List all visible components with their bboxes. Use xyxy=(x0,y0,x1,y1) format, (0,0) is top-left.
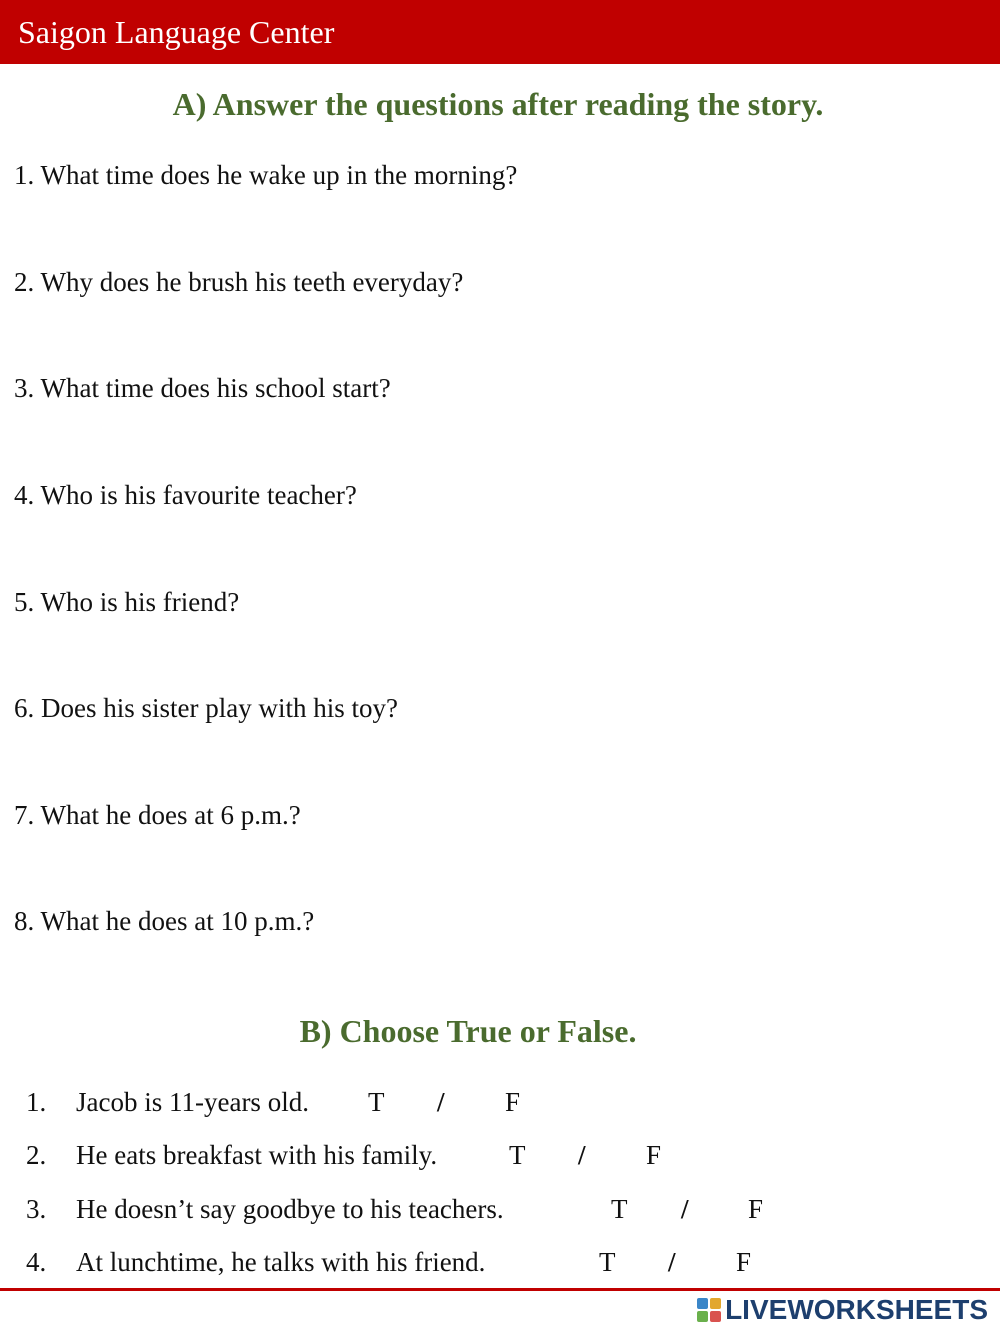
tf-item-number: 1. xyxy=(26,1087,47,1117)
brand-wordmark: LIVEWORKSHEETS xyxy=(725,1294,988,1325)
question-3: 3. What time does his school start? xyxy=(14,373,391,403)
header-bar xyxy=(0,0,1000,64)
liveworksheets-logo-icon xyxy=(697,1298,721,1322)
header-title: Saigon Language Center xyxy=(18,14,335,50)
option-separator: / xyxy=(437,1087,445,1117)
footer-divider xyxy=(0,1288,1000,1291)
question-6: 6. Does his sister play with his toy? xyxy=(14,693,398,723)
tf-item-statement: He eats breakfast with his family. xyxy=(76,1140,438,1170)
false-option[interactable]: F xyxy=(748,1194,764,1224)
question-1: 1. What time does he wake up in the morning? xyxy=(14,160,518,190)
question-5: 5. Who is his friend? xyxy=(14,587,240,617)
question-7: 7. What he does at 6 p.m.? xyxy=(14,800,301,830)
true-option[interactable]: T xyxy=(599,1247,616,1277)
tf-item-number: 4. xyxy=(26,1247,47,1277)
tf-item-statement: He doesn’t say goodbye to his teachers. xyxy=(76,1194,504,1224)
false-option[interactable]: F xyxy=(736,1247,752,1277)
option-separator: / xyxy=(668,1247,676,1277)
true-option[interactable]: T xyxy=(611,1194,628,1224)
liveworksheets-brand xyxy=(697,1293,988,1327)
false-option[interactable]: F xyxy=(505,1087,521,1117)
tf-item-number: 3. xyxy=(26,1194,47,1224)
question-2: 2. Why does he brush his teeth everyday? xyxy=(14,267,464,297)
tf-item-statement: Jacob is 11-years old. xyxy=(76,1087,309,1117)
section-a-heading: A) Answer the questions after reading the story. xyxy=(172,86,824,122)
false-option[interactable]: F xyxy=(646,1140,662,1170)
true-option[interactable]: T xyxy=(368,1087,385,1117)
question-8: 8. What he does at 10 p.m.? xyxy=(14,906,315,936)
tf-item-statement: At lunchtime, he talks with his friend. xyxy=(76,1247,486,1277)
tf-item-number: 2. xyxy=(26,1140,47,1170)
option-separator: / xyxy=(578,1140,586,1170)
true-option[interactable]: T xyxy=(509,1140,526,1170)
section-b-heading: B) Choose True or False. xyxy=(299,1013,637,1049)
option-separator: / xyxy=(681,1194,689,1224)
question-4: 4. Who is his favourite teacher? xyxy=(14,480,357,510)
